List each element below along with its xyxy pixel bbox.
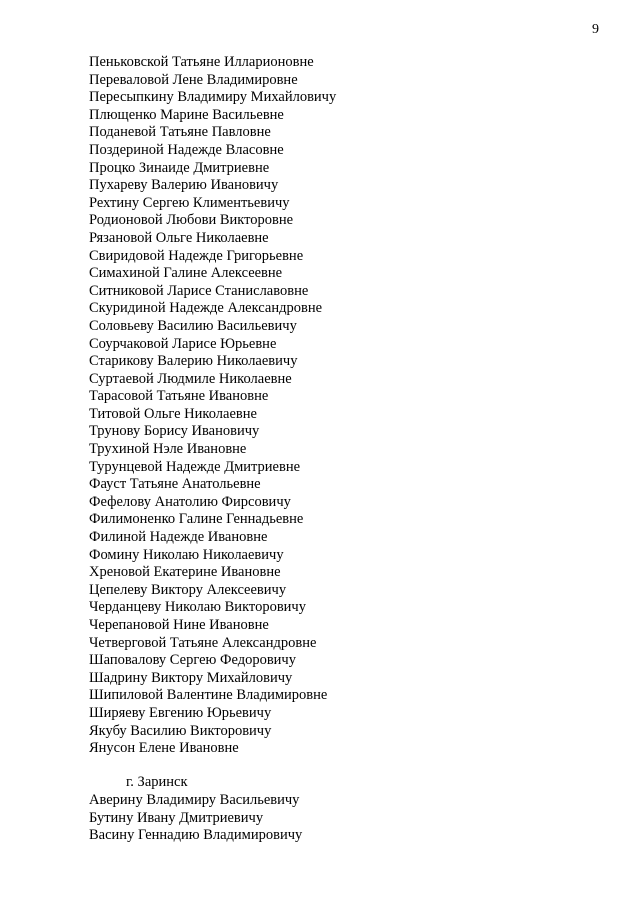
list-item: Четверговой Татьяне Александровне [89,634,317,651]
list-item: Цепелеву Виктору Алексеевичу [89,581,287,598]
list-item: Плющенко Марине Васильевне [89,106,284,123]
list-item: Старикову Валерию Николаевичу [89,353,298,370]
list-item: Поздериной Надежде Власовне [89,141,284,158]
list-item: Аверину Владимиру Васильевичу [89,792,300,808]
section-heading: г. Заринск [126,774,188,790]
list-item: Шадрину Виктору Михайловичу [89,669,293,686]
list-item: Пересыпкину Владимиру Михайловичу [89,89,337,106]
list-item: Родионовой Любови Викторовне [89,212,294,229]
list-item: Симахиной Галине Алексеевне [89,265,283,282]
list-item: Рязановой Ольге Николаевне [89,229,269,246]
list-item: Поданевой Татьяне Павловне [89,124,271,141]
list-item: Свиридовой Надежде Григорьевне [89,247,304,264]
list-item: Рехтину Сергею Климентьевичу [89,194,290,211]
section-name-list [89,792,302,845]
list-item: Черепановой Нине Ивановне [89,617,269,633]
list-item: Хреновой Екатерине Ивановне [89,564,281,581]
list-item: Ширяеву Евгению Юрьевичу [89,704,272,721]
list-item: Турунцевой Надежде Дмитриевне [89,458,301,475]
list-item: Васину Геннадию Владимировичу [89,827,303,844]
list-item: Трунову Борису Ивановичу [89,423,260,440]
list-item: Пухареву Валерию Ивановичу [89,177,279,194]
list-item: Шипиловой Валентине Владимировне [89,687,328,704]
list-item: Соловьеву Василию Васильевичу [89,317,297,334]
list-item: Шаповалову Сергею Федоровичу [89,652,296,669]
list-item: Титовой Ольге Николаевне [89,405,257,422]
list-item: Черданцеву Николаю Викторовичу [89,599,306,616]
list-item: Процко Зинаиде Дмитриевне [89,159,270,176]
list-item: Якубу Василию Викторовичу [89,722,272,739]
list-item: Филиной Надежде Ивановне [89,529,268,546]
list-item: Трухиной Нэле Ивановне [89,441,247,458]
list-item: Соурчаковой Ларисе Юрьевне [89,335,277,352]
list-item: Янусон Елене Ивановне [89,740,239,757]
list-item: Тарасовой Татьяне Ивановне [89,388,269,405]
list-item: Переваловой Лене Владимировне [89,71,298,88]
list-item: Суртаевой Людмиле Николаевне [89,370,292,387]
list-item: Фомину Николаю Николаевичу [89,546,284,563]
list-item: Фефелову Анатолию Фирсовичу [89,493,291,510]
list-item: Филимоненко Галине Геннадьевне [89,511,304,528]
name-list [89,54,336,758]
list-item: Ситниковой Ларисе Станиславовне [89,282,309,299]
list-item: Пеньковской Татьяне Илларионовне [89,54,314,70]
list-item: Бутину Ивану Дмитриевичу [89,809,264,826]
page-number: 9 [592,22,599,37]
list-item: Скуридиной Надежде Александровне [89,300,323,317]
list-item: Фауст Татьяне Анатольевне [89,476,261,493]
